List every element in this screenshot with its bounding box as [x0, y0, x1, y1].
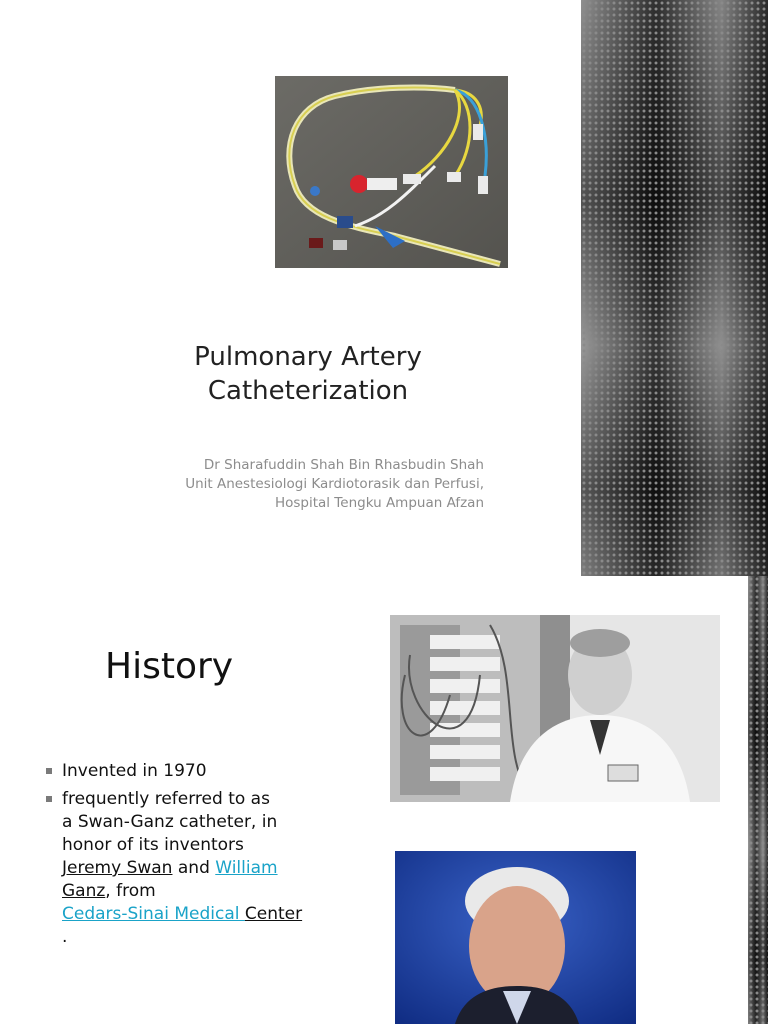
catheter-photo: [275, 76, 508, 268]
william-ganz-photo: [395, 851, 636, 1024]
divider-stripe: [575, 0, 577, 576]
history-slide: [0, 576, 768, 1024]
jeremy-swan-text: Jeremy Swan: [62, 858, 173, 878]
presentation-title: [120, 340, 496, 408]
carbon-side-panel: [748, 576, 768, 1024]
jeremy-swan-photo: [390, 615, 720, 802]
from-text: , from: [105, 881, 156, 901]
divider-stripe: [742, 576, 744, 1024]
author-hospital: Hospital Tengku Ampuan Afzan: [274, 495, 484, 511]
slide-title: History: [105, 646, 234, 687]
and-text: and: [172, 858, 216, 878]
cedars-sinai-link[interactable]: Cedars-Sinai Medical: [62, 904, 245, 924]
presentation-subtitle: [100, 456, 484, 513]
period-text: .: [62, 927, 68, 947]
bullet-text-line: a Swan-Ganz catheter, in: [62, 812, 278, 832]
bullet-text-line: frequently referred to as: [62, 789, 270, 809]
center-text: Center: [244, 904, 303, 924]
bullet-item: [46, 760, 346, 783]
william-ganz-link[interactable]: William: [215, 858, 278, 878]
ganz-text: Ganz: [62, 881, 106, 901]
bullet-list: [46, 760, 346, 954]
bullet-text-line: honor of its inventors: [62, 835, 244, 855]
bullet-item: [46, 788, 346, 949]
author-unit: Unit Anestesiologi Kardiotorasik dan Perfusi,: [185, 476, 484, 492]
bullet-text: Invented in 1970: [62, 761, 207, 781]
carbon-side-panel: [581, 0, 768, 576]
title-line-1: Pulmonary Artery: [194, 342, 422, 372]
title-line-2: Catheterization: [207, 376, 409, 406]
author-name: Dr Sharafuddin Shah Bin Rhasbudin Shah: [203, 457, 484, 473]
